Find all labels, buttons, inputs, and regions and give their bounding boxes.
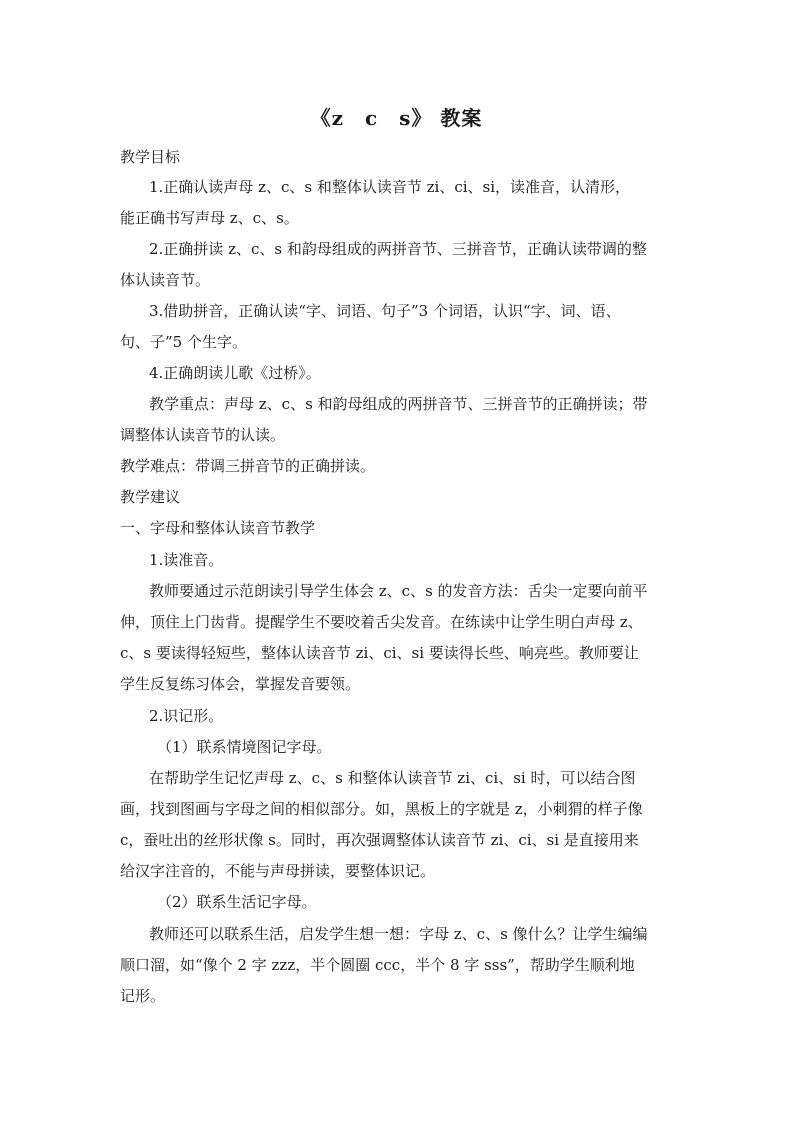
paragraph-line: 顺口溜，如“像个 2 字 zzz，半个圆圈 ccc，半个 8 字 sss”，帮助学生顺利地 xyxy=(120,956,635,974)
paragraph-line: 教师要通过示范朗读引导学生体会 z、c、s 的发音方法：舌尖一定要向前平 xyxy=(149,582,648,600)
paragraph-line: 2.正确拼读 z、c、s 和韵母组成的两拼音节、三拼音节，正确认读带调的整 xyxy=(149,240,647,258)
subheading: 2.识记形。 xyxy=(149,707,224,725)
paragraph-line: c，蚕吐出的丝形状像 s。同时，再次强调整体认读音节 zi、ci、si 是直接用来 xyxy=(120,831,639,849)
paragraph-line: 调整体认读音节的认读。 xyxy=(120,426,286,444)
paragraph-line: 4.正确朗读儿歌《过桥》。 xyxy=(149,364,321,382)
paragraph-line: 在帮助学生记忆声母 z、c、s 和整体认读音节 zi、ci、si 时，可以结合图 xyxy=(149,769,636,787)
paragraph-line: 教师还可以联系生活，启发学生想一想：字母 z、c、s 像什么？让学生编编 xyxy=(149,925,648,943)
paragraph-line: 教学难点：带调三拼音节的正确拼读。 xyxy=(120,457,376,475)
paragraph-line: 教学重点：声母 z、c、s 和韵母组成的两拼音节、三拼音节的正确拼读；带 xyxy=(149,395,648,413)
heading-teaching-goals: 教学目标 xyxy=(120,148,181,166)
paragraph-line: 学生反复练习体会，掌握发音要领。 xyxy=(120,675,361,693)
paragraph-line: c、s 要读得轻短些，整体认读音节 zi、ci、si 要读得长些、响亮些。教师要让 xyxy=(120,644,639,662)
paragraph-line: 3.借助拼音，正确认读“字、词语、句子”3 个词语，认识“字、词、语、 xyxy=(149,302,621,320)
paragraph-line: 画，找到图画与字母之间的相似部分。如，黑板上的字就是 z，小刺猬的样子像 xyxy=(120,800,643,818)
paragraph-line: 记形。 xyxy=(120,987,166,1005)
subheading: （2）联系生活记字母。 xyxy=(157,893,317,911)
paragraph-line: 1.正确认读声母 z、c、s 和整体认读音节 zi、ci、si，读准音，认清形， xyxy=(149,178,631,196)
document-title: 《z c s》 教案 xyxy=(310,106,483,130)
paragraph-line: 能正确书写声母 z、c、s。 xyxy=(120,209,299,227)
section-heading: 一、字母和整体认读音节教学 xyxy=(120,519,316,537)
subheading: （1）联系情境图记字母。 xyxy=(157,738,332,756)
paragraph-line: 给汉字注音的，不能与声母拼读，要整体识记。 xyxy=(120,862,436,880)
subheading: 1.读准音。 xyxy=(149,551,224,569)
paragraph-line: 句、子”5 个生字。 xyxy=(120,333,247,351)
heading-teaching-suggestions: 教学建议 xyxy=(120,488,181,506)
paragraph-line: 伸，顶住上门齿背。提醒学生不要咬着舌尖发音。在练读中让学生明白声母 z、 xyxy=(120,613,643,631)
paragraph-line: 体认读音节。 xyxy=(120,271,211,289)
